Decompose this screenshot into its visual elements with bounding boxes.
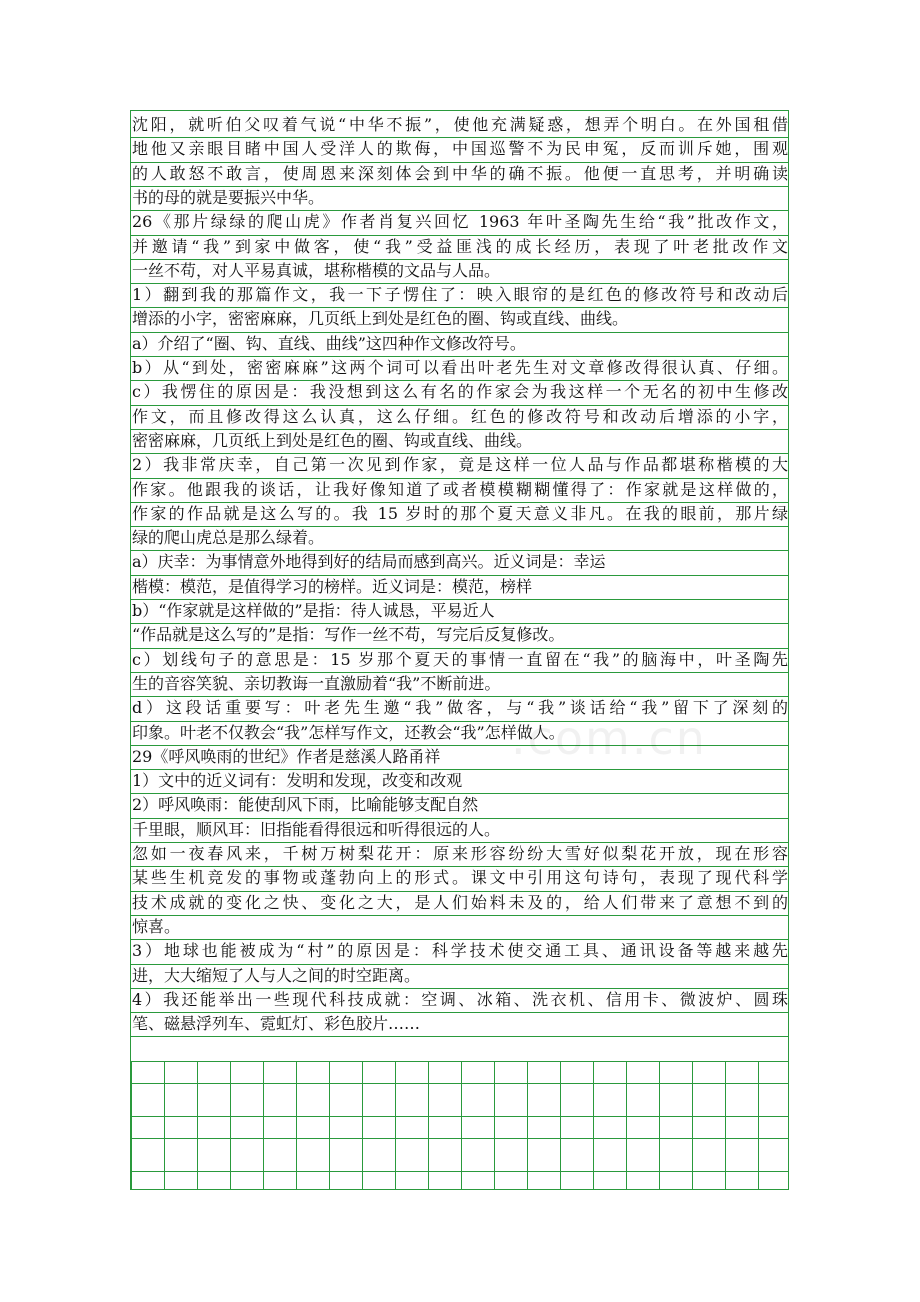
text-line: 作文，而且修改得这么认真，这么仔细。红色的修改符号和改动后增添的小字， [132, 406, 788, 426]
text-line: 楷模：模范，是值得学习的榜样。近义词是：模范，榜样 [132, 576, 533, 596]
text-line: 印象。叶老不仅教会“我”怎样写作文，还教会“我”怎样做人。 [132, 722, 565, 742]
text-line: 2）我非常庆幸，自己第一次见到作家，竟是这样一位人品与作品都堪称楷模的大 [132, 455, 788, 475]
text-line: c）划线句子的意思是：15 岁那个夏天的事情一直留在“我”的脑海中，叶圣陶先 [132, 649, 788, 669]
text-line: 技术成就的变化之快、变化之大，是人们始料未及的，给人们带来了意想不到的 [132, 892, 788, 912]
text-line: 增添的小字，密密麻麻，几页纸上到处是红色的圈、钩或直线、曲线。 [132, 309, 629, 329]
text-line: 并邀请“我”到家中做客，使“我”受益匪浅的成长经历，表现了叶老批改作文 [132, 236, 788, 256]
text-line: 书的母的就是要振兴中华。 [132, 187, 325, 207]
text-line: a）庆幸：为事情意外地得到好的结局而感到高兴。近义词是：幸运 [132, 552, 606, 572]
essay-grid-paper [130, 110, 789, 1190]
text-line: a）介绍了“圈、钩、直线、曲线”这四种作文修改符号。 [132, 333, 526, 353]
text-line: 生的音容笑貌、亲切教诲一直激励着“我”不断前进。 [132, 673, 501, 693]
text-line: “作品就是这么写的”是指：写作一丝不苟，写完后反复修改。 [132, 625, 565, 645]
text-line: 1）文中的近义词有：发明和发现，改变和改观 [132, 771, 463, 791]
text-line: 千里眼，顺风耳：旧指能看得很远和听得很远的人。 [132, 819, 501, 839]
text-line: 密密麻麻，几页纸上到处是红色的圈、钩或直线、曲线。 [132, 430, 533, 450]
text-line: 3）地球也能被成为“村”的原因是：科学技术使交通工具、通讯设备等越来越先 [132, 941, 788, 961]
text-line: 进，大大缩短了人与人之间的时空距离。 [132, 965, 421, 985]
text-line: 1）翻到我的那篇作文，我一下子愣住了：映入眼帘的是红色的修改符号和改动后 [132, 285, 788, 305]
text-line: d）这段话重要写：叶老先生邀“我”做客，与“我”谈话给“我”留下了深刻的 [132, 698, 788, 718]
text-line: 某些生机竞发的事物或蓬勃向上的形式。课文中引用这句诗句，表现了现代科学 [132, 868, 788, 888]
text-line: 绿的爬山虎总是那么绿着。 [132, 528, 325, 548]
text-line: b）“作家就是这样做的”是指：待人诚恳，平易近人 [132, 601, 495, 620]
text-line: 2）呼风唤雨：能使刮风下雨，比喻能够支配自然 [132, 795, 479, 815]
text-line: c）我愣住的原因是：我没想到这么有名的作家会为我这样一个无名的初中生修改 [132, 382, 788, 402]
text-line: 4）我还能举出一些现代科技成就：空调、冰箱、洗衣机、信用卡、微波炉、圆珠 [132, 989, 788, 1009]
text-line: 26《那片绿绿的爬山虎》作者肖复兴回忆 1963 年叶圣陶先生给“我”批改作文， [132, 212, 788, 232]
text-line: 忽如一夜春风来，千树万树梨花开：原来形容纷纷大雪好似梨花开放，现在形容 [132, 844, 788, 863]
watermark: .com.cn [511, 711, 707, 765]
text-line: 的人敢怒不敢言，使周恩来深刻体会到中华的确不振。他便一直思考，并明确读 [132, 163, 788, 183]
text-line: 惊喜。 [132, 916, 181, 936]
text-line: 作家。他跟我的谈话，让我好像知道了或者模模糊糊懂得了：作家就是这样做的， [132, 479, 788, 499]
text-line: 29《呼风唤雨的世纪》作者是慈溪人路甬祥 [132, 746, 441, 766]
text-line: 一丝不苟，对人平易真诚，堪称楷模的文品与人品。 [132, 260, 501, 280]
text-line: 地他又亲眼目睹中国人受洋人的欺侮，中国巡警不为民申冤，反而训斥她，围观 [132, 139, 788, 159]
text-line: b）从“到处，密密麻麻”这两个词可以看出叶老先生对文章修改得很认真、仔细。 [132, 358, 788, 377]
text-line: 沈阳，就听伯父叹着气说“中华不振”，使他充满疑惑，想弄个明白。在外国租借 [132, 115, 788, 134]
text-line: 笔、磁悬浮列车、霓虹灯、彩色胶片…… [132, 1014, 421, 1034]
text-line: 作家的作品就是这么写的。我 15 岁时的那个夏天意义非凡。在我的眼前，那片绿 [132, 503, 788, 523]
